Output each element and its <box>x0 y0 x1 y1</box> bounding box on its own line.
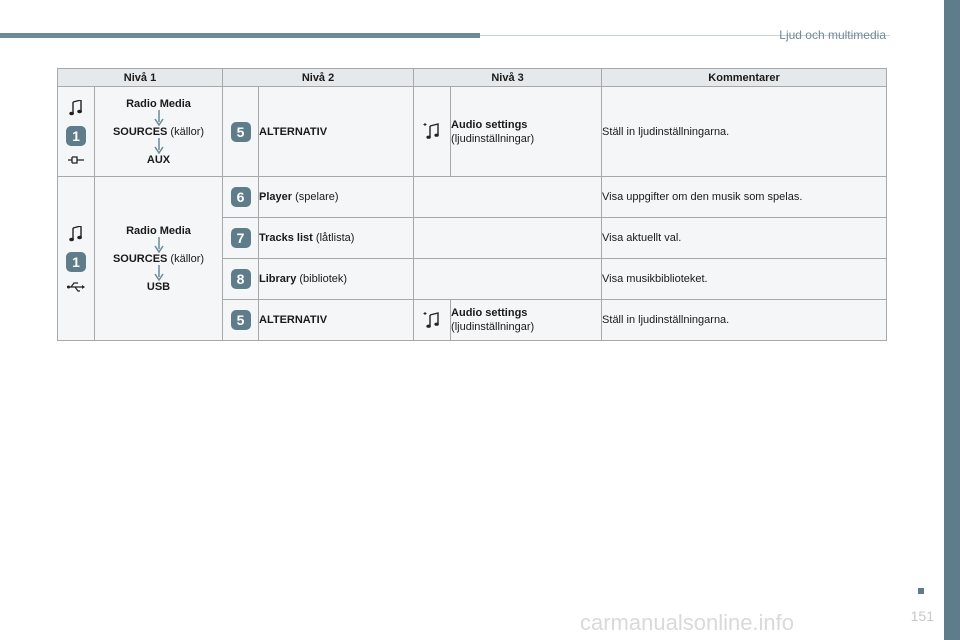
menu-table <box>57 68 887 341</box>
arrow-down-icon <box>154 265 164 281</box>
level2-alternativ: ALTERNATIV <box>259 300 414 341</box>
level1-flow <box>95 87 223 177</box>
side-tab <box>944 0 960 640</box>
level3-empty <box>414 259 602 300</box>
step-badge: 1 <box>66 126 86 146</box>
section-title: Ljud och multimedia <box>779 28 886 42</box>
level3-icon-cell <box>414 300 451 341</box>
flow-radio-media: Radio Media <box>126 224 191 237</box>
arrow-down-icon <box>154 237 164 253</box>
step-badge: 5 <box>231 122 251 142</box>
level2-player: Player (spelare) <box>259 177 414 218</box>
level2-badge-cell <box>223 259 259 300</box>
audio-settings-icon <box>423 121 441 139</box>
level2-badge-cell <box>223 87 259 177</box>
level2-badge-cell <box>223 300 259 341</box>
comment-cell: Ställ in ljudinställningarna. <box>602 300 887 341</box>
col-header-level2: Nivå 2 <box>223 69 414 87</box>
comment-cell: Visa aktuellt val. <box>602 218 887 259</box>
col-header-level3: Nivå 3 <box>414 69 602 87</box>
music-note-icon <box>69 226 83 242</box>
arrow-down-icon <box>154 110 164 126</box>
level3-empty <box>414 177 602 218</box>
step-badge: 7 <box>231 228 251 248</box>
level2-tracks-list: Tracks list (låtlista) <box>259 218 414 259</box>
header-rule <box>0 33 480 38</box>
level3-icon-cell <box>414 87 451 177</box>
level3-audio-settings: Audio settings (ljudinställningar) <box>451 87 602 177</box>
watermark: carmanualsonline.info <box>580 610 795 635</box>
flow-sources: SOURCES (källor) <box>112 252 205 265</box>
step-badge: 6 <box>231 187 251 207</box>
music-note-icon <box>69 100 83 116</box>
col-header-level1: Nivå 1 <box>58 69 223 87</box>
level1-icon-cell <box>58 177 95 341</box>
usb-icon <box>67 282 85 292</box>
step-badge: 5 <box>231 310 251 330</box>
col-header-comments: Kommentarer <box>602 69 887 87</box>
step-badge: 1 <box>66 252 86 272</box>
level2-alternativ: ALTERNATIV <box>259 87 414 177</box>
page-number: 151 <box>910 608 934 624</box>
level3-audio-settings: Audio settings (ljudinställningar) <box>451 300 602 341</box>
level1-icon-cell <box>58 87 95 177</box>
level3-empty <box>414 218 602 259</box>
flow-radio-media: Radio Media <box>126 97 191 110</box>
arrow-down-icon <box>154 138 164 154</box>
level1-flow <box>95 177 223 341</box>
table-row <box>58 177 887 218</box>
level2-library: Library (bibliotek) <box>259 259 414 300</box>
audio-settings-icon <box>423 310 441 328</box>
comment-cell: Ställ in ljudinställningarna. <box>602 87 887 177</box>
level2-badge-cell <box>223 177 259 218</box>
flow-sources: SOURCES (källor) <box>112 125 205 138</box>
level2-badge-cell <box>223 218 259 259</box>
page-marker <box>918 588 924 594</box>
comment-cell: Visa musikbiblioteket. <box>602 259 887 300</box>
table-header-row <box>58 69 887 87</box>
comment-cell: Visa uppgifter om den musik som spelas. <box>602 177 887 218</box>
aux-plug-icon <box>68 156 84 164</box>
flow-aux: AUX <box>146 153 171 166</box>
table-row <box>58 87 887 177</box>
flow-usb: USB <box>146 280 171 293</box>
step-badge: 8 <box>231 269 251 289</box>
